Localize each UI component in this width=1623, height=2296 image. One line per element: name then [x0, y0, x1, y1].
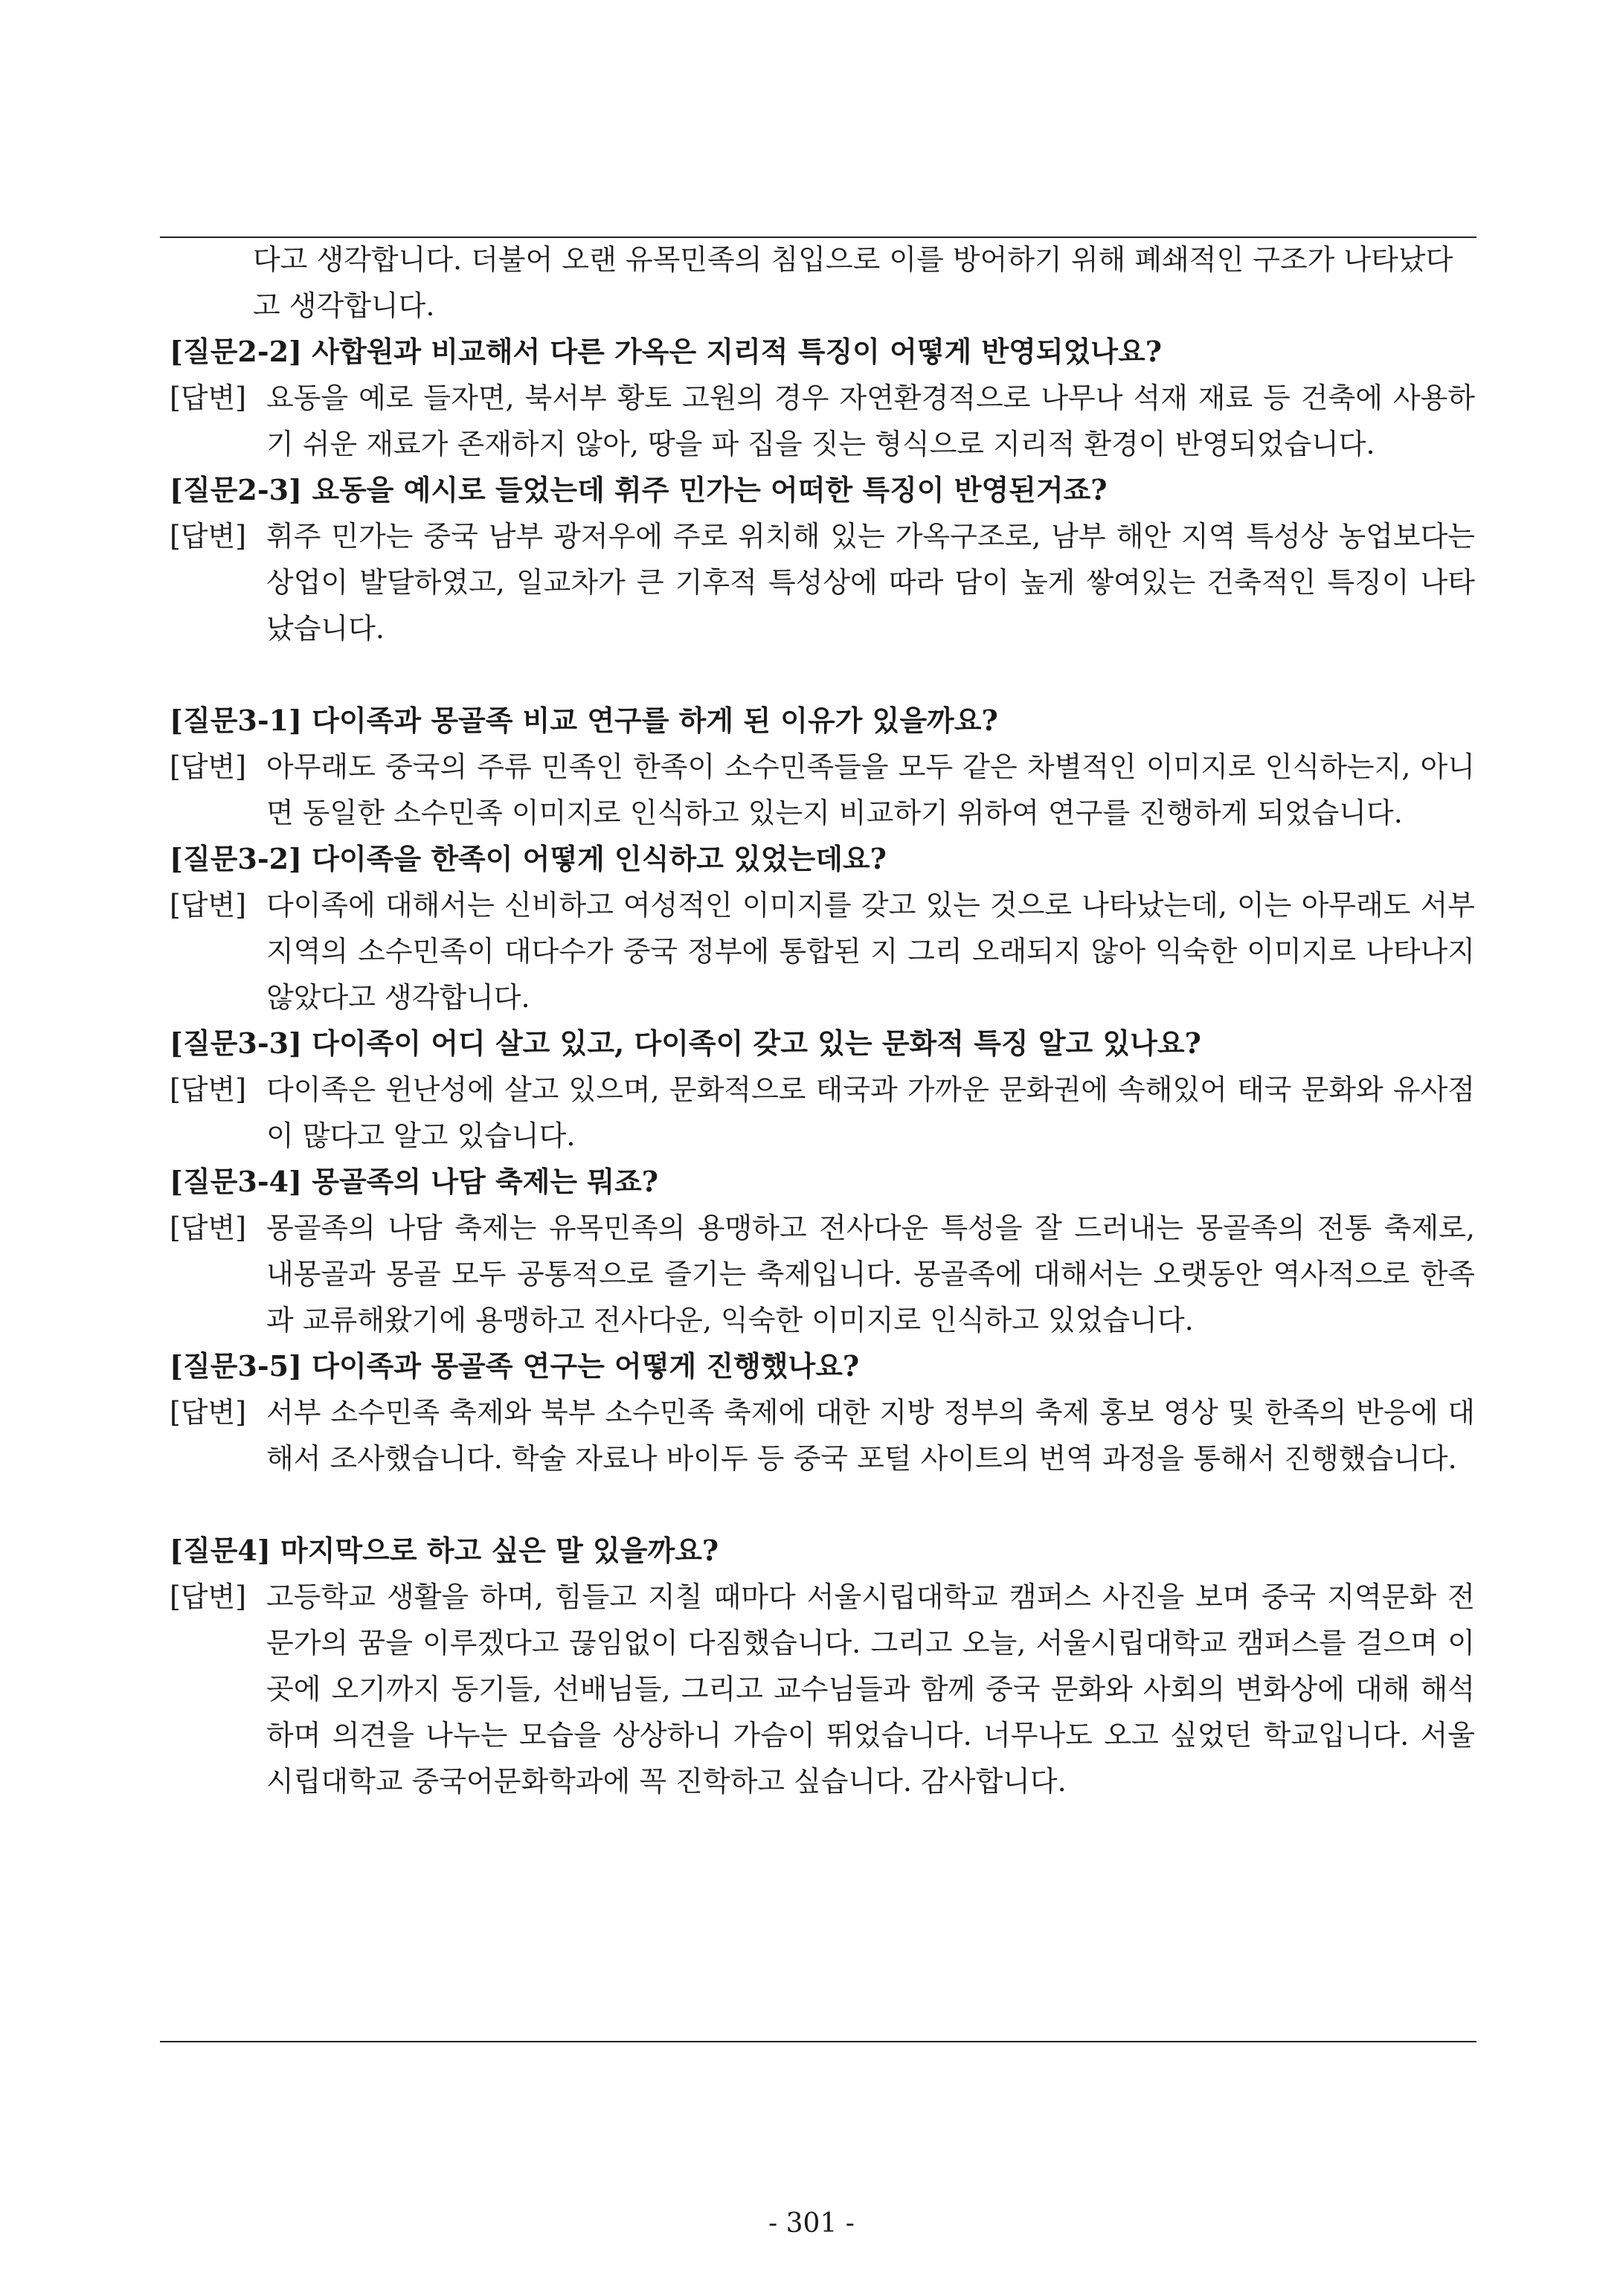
question-4: [질문4] 마지막으로 하고 싶은 말 있을까요?	[170, 1534, 719, 1567]
question-2-3: [질문2-3] 요동을 예시로 들었는데 휘주 민가는 어떠한 특징이 반영된거죠?	[170, 473, 1108, 507]
answer-text: 서부 소수민족 축제와 북부 소수민족 축제에 대한 지방 정부의 축제 홍보 영상 및 한족의 반응에 대해서 조사했습니다. 학술 자료나 바이두 등 중국 포털 사이트의 번역 과정을 통해서 진행했습니다.	[266, 1396, 1475, 1475]
answer-label: [답변]	[170, 1580, 247, 1613]
answer-3-2	[170, 882, 1475, 1020]
answer-label: [답변]	[170, 1212, 247, 1244]
qa-block-3-3	[170, 1020, 1475, 1159]
answer-2-3	[170, 513, 1475, 652]
question-3-2: [질문3-2] 다이족을 한족이 어떻게 인식하고 있었는데요?	[170, 842, 887, 875]
lead-continuation: 다고 생각합니다. 더불어 오랜 유목민족의 침입으로 이를 방어하기 위해 폐쇄적인 구조가 나타났다고 생각합니다.	[253, 243, 1453, 322]
qa-block-4	[170, 1528, 1475, 1804]
answer-text: 아무래도 중국의 주류 민족인 한족이 소수민족들을 모두 같은 차별적인 이미지로 인식하는지, 아니면 동일한 소수민족 이미지로 인식하고 있는지 비교하기 위하여 연구를 진행하게 되었습니다.	[266, 750, 1475, 829]
answer-label: [답변]	[170, 750, 247, 783]
qa-block-3-1	[170, 698, 1475, 836]
answer-text: 휘주 민가는 중국 남부 광저우에 주로 위치해 있는 가옥구조로, 남부 해안 지역 특성상 농업보다는 상업이 발달하였고, 일교차가 큰 기후적 특성상에 따라 담이 높게 쌓여있는 건축적인 특징이 나타났습니다.	[266, 520, 1475, 645]
answer-4	[170, 1574, 1475, 1804]
qa-block-3-4	[170, 1159, 1475, 1343]
qa-block-2-3	[170, 467, 1475, 652]
answer-text: 몽골족의 나담 축제는 유목민족의 용맹하고 전사다운 특성을 잘 드러내는 몽골족의 전통 축제로, 내몽골과 몽골 모두 공통적으로 즐기는 축제입니다. 몽골족에 대해서는 오랫동안 역사적으로 한족과 교류해왔기에 용맹하고 전사다운, 익숙한 이미지로 인식하고 있었습니다.	[266, 1212, 1475, 1337]
qa-block-2-2	[170, 329, 1475, 467]
section-gap	[170, 652, 1475, 698]
question-3-1: [질문3-1] 다이족과 몽골족 비교 연구를 하게 된 이유가 있을까요?	[170, 704, 998, 737]
question-3-4: [질문3-4] 몽골족의 나담 축제는 뭐죠?	[170, 1165, 659, 1198]
question-2-2: [질문2-2] 사합원과 비교해서 다른 가옥은 지리적 특징이 어떻게 반영되었나요?	[170, 335, 1162, 368]
question-3-3: [질문3-3] 다이족이 어디 살고 있고, 다이족이 갖고 있는 문화적 특징 알고 있나요?	[170, 1026, 1201, 1060]
answer-label: [답변]	[170, 889, 247, 922]
answer-label: [답변]	[170, 520, 247, 553]
qa-block-3-5	[170, 1343, 1475, 1482]
answer-2-2	[170, 375, 1475, 467]
answer-label: [답변]	[170, 382, 247, 414]
answer-text: 다이족에 대해서는 신비하고 여성적인 이미지를 갖고 있는 것으로 나타났는데, 이는 아무래도 서부 지역의 소수민족이 대다수가 중국 정부에 통합된 지 그리 오래되지 않아 익숙한 이미지로 나타나지 않았다고 생각합니다.	[266, 889, 1475, 1014]
answer-label: [답변]	[170, 1396, 247, 1429]
question-3-5: [질문3-5] 다이족과 몽골족 연구는 어떻게 진행했나요?	[170, 1349, 860, 1383]
answer-3-4	[170, 1205, 1475, 1343]
section-gap	[170, 1482, 1475, 1528]
answer-text: 요동을 예로 들자면, 북서부 황토 고원의 경우 자연환경적으로 나무나 석재 재료 등 건축에 사용하기 쉬운 재료가 존재하지 않아, 땅을 파 집을 짓는 형식으로 지리적 환경이 반영되었습니다.	[266, 382, 1475, 460]
answer-label: [답변]	[170, 1073, 247, 1106]
page-number: - 301 -	[768, 2208, 855, 2239]
answer-3-3	[170, 1067, 1475, 1159]
answer-text: 고등학교 생활을 하며, 힘들고 지칠 때마다 서울시립대학교 캠퍼스 사진을 보며 중국 지역문화 전문가의 꿈을 이루겠다고 끊임없이 다짐했습니다. 그리고 오늘, 서울시립대학교 캠퍼스를 걸으며 이곳에 오기까지 동기들, 선배님들, 그리고 교수님들과 함께 중국 문화와 사회의 변화상에 대해 해석하며 의견을 나누는 모습을 상상하니 가슴이 뛰었습니다. 너무나도 오고 싶었던 학교입니다. 서울시립대학교 중국어문화학과에 꼭 진학하고 싶습니다. 감사합니다.	[266, 1580, 1475, 1798]
interview-content	[170, 237, 1475, 1804]
answer-text: 다이족은 윈난성에 살고 있으며, 문화적으로 태국과 가까운 문화권에 속해있어 태국 문화와 유사점이 많다고 알고 있습니다.	[266, 1073, 1475, 1152]
answer-3-1	[170, 744, 1475, 836]
answer-3-5	[170, 1389, 1475, 1482]
qa-block-3-2	[170, 836, 1475, 1020]
bottom-rule	[160, 2041, 1476, 2042]
